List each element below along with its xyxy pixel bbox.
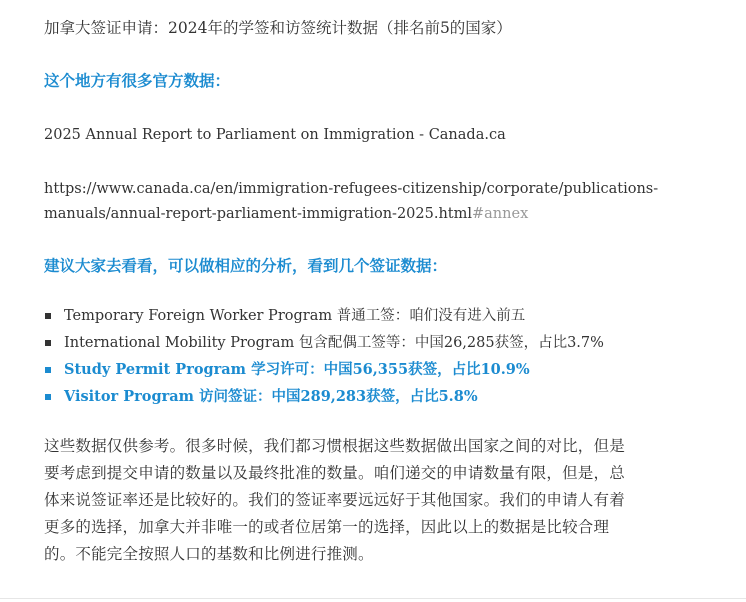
list-item-text: Temporary Foreign Worker Program 普通工签：咱们没有进入前五 <box>64 308 526 324</box>
bullet-square-icon <box>45 394 51 400</box>
program-list <box>44 305 604 413</box>
bullet-square-icon <box>45 313 51 319</box>
official-data-heading: 这个地方有很多官方数据： <box>44 71 231 90</box>
list-item-text: International Mobility Program 包含配偶工签等：中国26,285获签，占比3.7% <box>64 335 604 351</box>
article-title: 加拿大签证申请：2024年的学签和访签统计数据（排名前5的国家） <box>44 19 512 37</box>
report-url-line-1[interactable]: https://www.canada.ca/en/immigration-refugees-citizenship/corporate/publications- <box>44 181 659 197</box>
report-url-anchor: #annex <box>472 206 529 222</box>
bullet-square-icon <box>45 367 51 373</box>
report-url-path: manuals/annual-report-parliament-immigration-2025.html <box>44 206 473 222</box>
report-link[interactable]: 2025 Annual Report to Parliament on Immigration - Canada.ca <box>44 127 506 143</box>
paragraph-line: 的。不能完全按照人口的基数和比例进行推测。 <box>44 545 374 563</box>
paragraph-line: 要考虑到提交申请的数量以及最终批准的数量。咱们递交的申请数量有限，但是，总 <box>44 464 625 482</box>
paragraph-line: 这些数据仅供参考。很多时候，我们都习惯根据这些数据做出国家之间的对比，但是 <box>44 437 625 455</box>
suggestion-heading: 建议大家去看看，可以做相应的分析，看到几个签证数据： <box>44 256 448 275</box>
analysis-paragraph <box>44 433 684 568</box>
paragraph-line: 更多的选择，加拿大并非唯一的或者位居第一的选择，因此以上的数据是比较合理 <box>44 518 610 536</box>
list-item-international-mobility <box>44 332 604 359</box>
report-url-line-2[interactable] <box>44 203 528 225</box>
list-item-text: Visitor Program 访问签证：中国289,283获签，占比5.8% <box>64 388 478 405</box>
bullet-square-icon <box>45 340 51 346</box>
bottom-divider <box>0 598 746 599</box>
list-item-temporary-foreign-worker <box>44 305 604 332</box>
paragraph-line: 体来说签证率还是比较好的。我们的签证率要远远好于其他国家。我们的申请人有着 <box>44 491 625 509</box>
list-item-visitor-program <box>44 386 604 413</box>
list-item-text: Study Permit Program 学习许可：中国56,355获签，占比10.9% <box>64 361 530 378</box>
list-item-study-permit <box>44 359 604 386</box>
